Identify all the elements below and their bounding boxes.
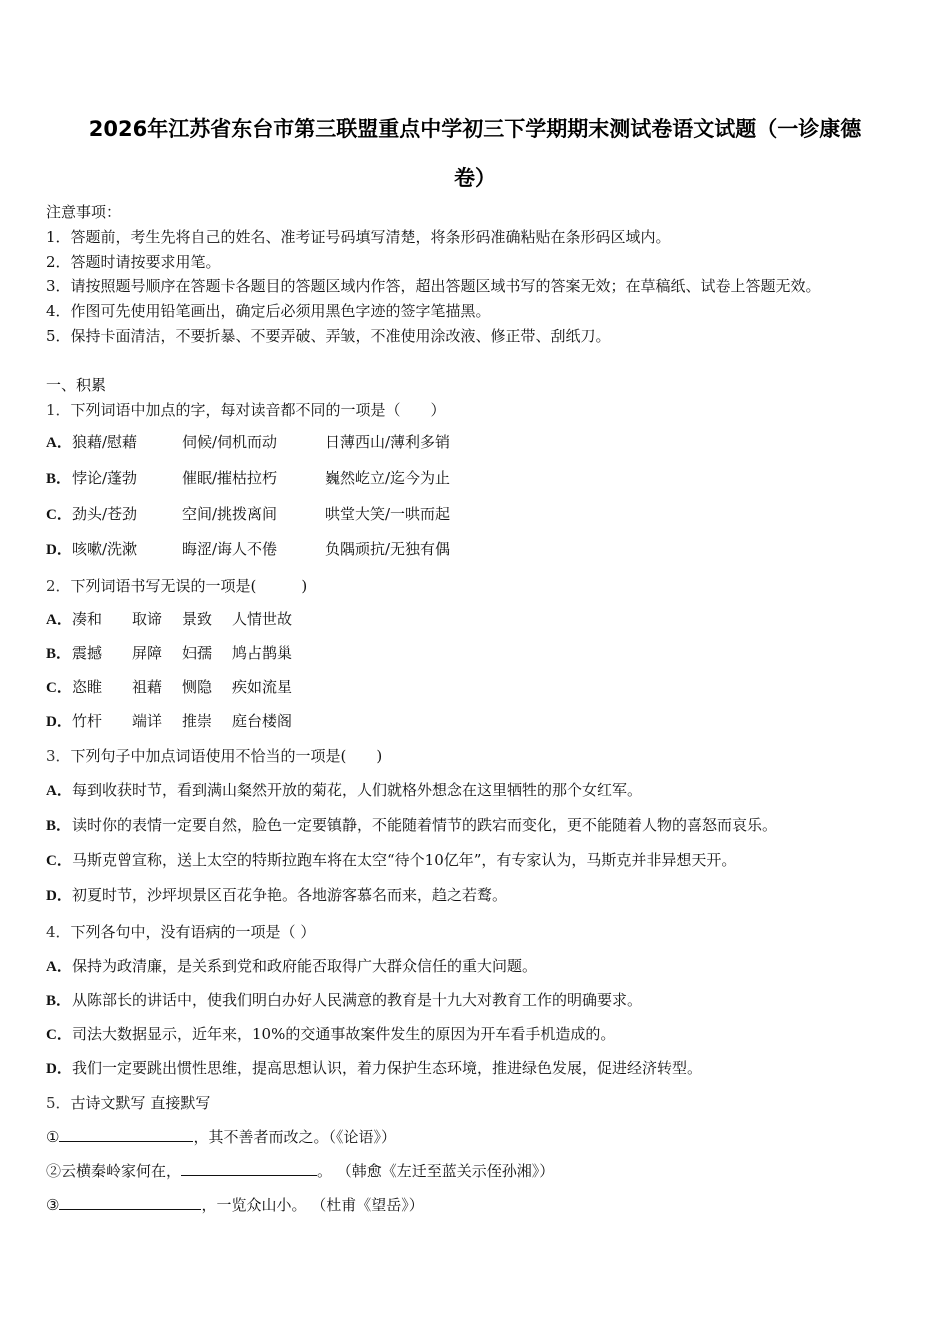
option-word: 伺候/伺机而动 [182, 433, 278, 451]
option-letter: D． [46, 888, 72, 904]
option-word: 取谛 [132, 610, 163, 628]
option-word: 祖藉 [132, 678, 163, 696]
q5-item-1 [46, 1127, 396, 1147]
question-text: 下列各句中，没有语病的一项是（ ） [70, 923, 316, 941]
option-word: 凑和 [72, 610, 103, 628]
option-letter: B． [46, 471, 72, 487]
section-heading: 一、积累 [46, 376, 107, 394]
notice-item: 5．保持卡面清洁，不要折暴、不要弄破、弄皱，不准使用涂改液、修正带、刮纸刀。 [46, 327, 611, 345]
item-mark: ③ [46, 1196, 60, 1214]
option-letter: A． [46, 435, 72, 451]
option-letter: A． [46, 783, 72, 799]
question-4-stem [46, 922, 315, 942]
q4-option-a [46, 956, 537, 977]
option-letter: C． [46, 680, 72, 696]
question-1-stem [46, 400, 446, 420]
option-word: 日薄西山/薄利多销 [325, 433, 451, 451]
notice-item: 4．作图可先使用铅笔画出，确定后必须用黑色字迹的签字笔描黑。 [46, 302, 491, 320]
option-text: 马斯克曾宣称，送上太空的特斯拉跑车将在太空“待个10亿年”，有专家认为，马斯克并非异想天开。 [72, 851, 737, 869]
option-word: 负隅顽抗/无独有偶 [325, 540, 451, 558]
option-letter: C． [46, 1027, 72, 1043]
question-number: 4． [46, 923, 71, 941]
q2-option-b [46, 643, 292, 664]
option-letter: B． [46, 646, 72, 662]
option-word: 竹杆 [72, 712, 103, 730]
option-word: 震撼 [72, 644, 103, 662]
q2-option-d [46, 711, 292, 732]
q3-option-d [46, 885, 507, 906]
option-word: 巍然屹立/迄今为止 [325, 469, 451, 487]
notice-item: 1．答题前，考生先将自己的姓名、准考证号码填写清楚，将条形码准确粘贴在条形码区域内。 [46, 228, 671, 246]
question-number: 2． [46, 577, 71, 595]
option-text: 从陈部长的讲话中，使我们明白办好人民满意的教育是十九大对教育工作的明确要求。 [72, 991, 643, 1009]
q3-option-b [46, 815, 777, 836]
question-5-stem [46, 1093, 210, 1113]
q5-item-3 [46, 1195, 424, 1215]
q3-option-c [46, 850, 736, 871]
q1-option-d [46, 539, 450, 560]
option-word: 哄堂大笑/一哄而起 [325, 505, 451, 523]
answer-blank[interactable] [181, 1161, 317, 1176]
option-text: 读时你的表情一定要自然，脸色一定要镇静，不能随着情节的跌宕而变化，更不能随着人物的喜怒而哀乐。 [72, 816, 778, 834]
exam-title-line1: 2026年江苏省东台市第三联盟重点中学初三下学期期末测试卷语文试题（一诊康德 [88, 117, 862, 141]
option-letter: A． [46, 959, 72, 975]
q3-option-a [46, 780, 642, 801]
option-text: 我们一定要跳出惯性思维，提高思想认识，着力保护生态环境，推进绿色发展，促进经济转型。 [72, 1059, 703, 1077]
question-number: 1． [46, 401, 71, 419]
q2-option-a [46, 609, 292, 630]
q1-option-b [46, 468, 450, 489]
option-letter: D． [46, 714, 72, 730]
option-letter: C． [46, 853, 72, 869]
option-word: 端详 [132, 712, 163, 730]
option-word: 鸠占鹊巢 [232, 644, 293, 662]
question-text: 下列词语书写无误的一项是( ) [70, 577, 308, 595]
option-word: 咳嗽/洗漱 [72, 540, 138, 558]
exam-title-line2: 卷） [454, 166, 496, 190]
answer-blank[interactable] [59, 1195, 201, 1210]
option-word: 屏障 [132, 644, 163, 662]
item-suffix: 。 （韩愈《左迁至蓝关示侄孙湘》） [317, 1162, 555, 1180]
option-word: 催眠/摧枯拉朽 [182, 469, 278, 487]
option-word: 疾如流星 [232, 678, 293, 696]
question-number: 3． [46, 747, 71, 765]
item-suffix: ，其不善者而改之。（《论语》） [193, 1128, 396, 1146]
item-prefix: 云横秦岭家何在， [61, 1162, 182, 1180]
option-letter: B． [46, 818, 72, 834]
notice-item: 2．答题时请按要求用笔。 [46, 253, 221, 271]
question-text: 下列词语中加点的字，每对读音都不同的一项是（ ） [70, 401, 446, 419]
option-letter: A． [46, 612, 72, 628]
option-letter: B． [46, 993, 72, 1009]
option-word: 悖论/蓬勃 [72, 469, 138, 487]
notice-item: 3．请按照题号顺序在答题卡各题目的答题区域内作答，超出答题区域书写的答案无效；在草稿纸、试卷上答题无效。 [46, 277, 821, 295]
q2-option-c [46, 677, 292, 698]
question-text: 古诗文默写 直接默写 [70, 1094, 211, 1112]
question-2-stem [46, 576, 307, 596]
option-letter: C． [46, 507, 72, 523]
question-3-stem [46, 746, 382, 766]
option-word: 景致 [182, 610, 213, 628]
question-number: 5． [46, 1094, 71, 1112]
option-word: 人情世故 [232, 610, 293, 628]
notice-heading: 注意事项： [46, 203, 122, 221]
option-text: 司法大数据显示，近年来，10%的交通事故案件发生的原因为开车看手机造成的。 [72, 1025, 616, 1043]
item-mark: ② [46, 1162, 62, 1180]
q4-option-c [46, 1024, 615, 1045]
option-word: 劲头/苍劲 [72, 505, 138, 523]
option-word: 恣睢 [72, 678, 103, 696]
q1-option-c [46, 504, 450, 525]
option-letter: D． [46, 542, 72, 558]
option-word: 恻隐 [182, 678, 213, 696]
item-mark: ① [46, 1128, 60, 1146]
option-word: 狼藉/慰藉 [72, 433, 138, 451]
q1-option-a [46, 432, 450, 453]
option-word: 庭台楼阁 [232, 712, 293, 730]
question-text: 下列句子中加点词语使用不恰当的一项是( ) [70, 747, 383, 765]
option-word: 妇孺 [182, 644, 213, 662]
answer-blank[interactable] [59, 1127, 193, 1142]
q5-item-2 [46, 1161, 554, 1181]
option-text: 每到收获时节，看到满山粲然开放的菊花，人们就格外想念在这里牺牲的那个女红军。 [72, 781, 643, 799]
q4-option-b [46, 990, 642, 1011]
option-word: 晦涩/诲人不倦 [182, 540, 278, 558]
option-letter: D． [46, 1061, 72, 1077]
item-suffix: ，一览众山小。 （杜甫《望岳》） [201, 1196, 424, 1214]
option-word: 推崇 [182, 712, 213, 730]
option-word: 空间/挑拨离间 [182, 505, 278, 523]
option-text: 保持为政清廉，是关系到党和政府能否取得广大群众信任的重大问题。 [72, 957, 538, 975]
q4-option-d [46, 1058, 702, 1079]
option-text: 初夏时节，沙坪坝景区百花争艳。各地游客慕名而来，趋之若鹜。 [72, 886, 508, 904]
